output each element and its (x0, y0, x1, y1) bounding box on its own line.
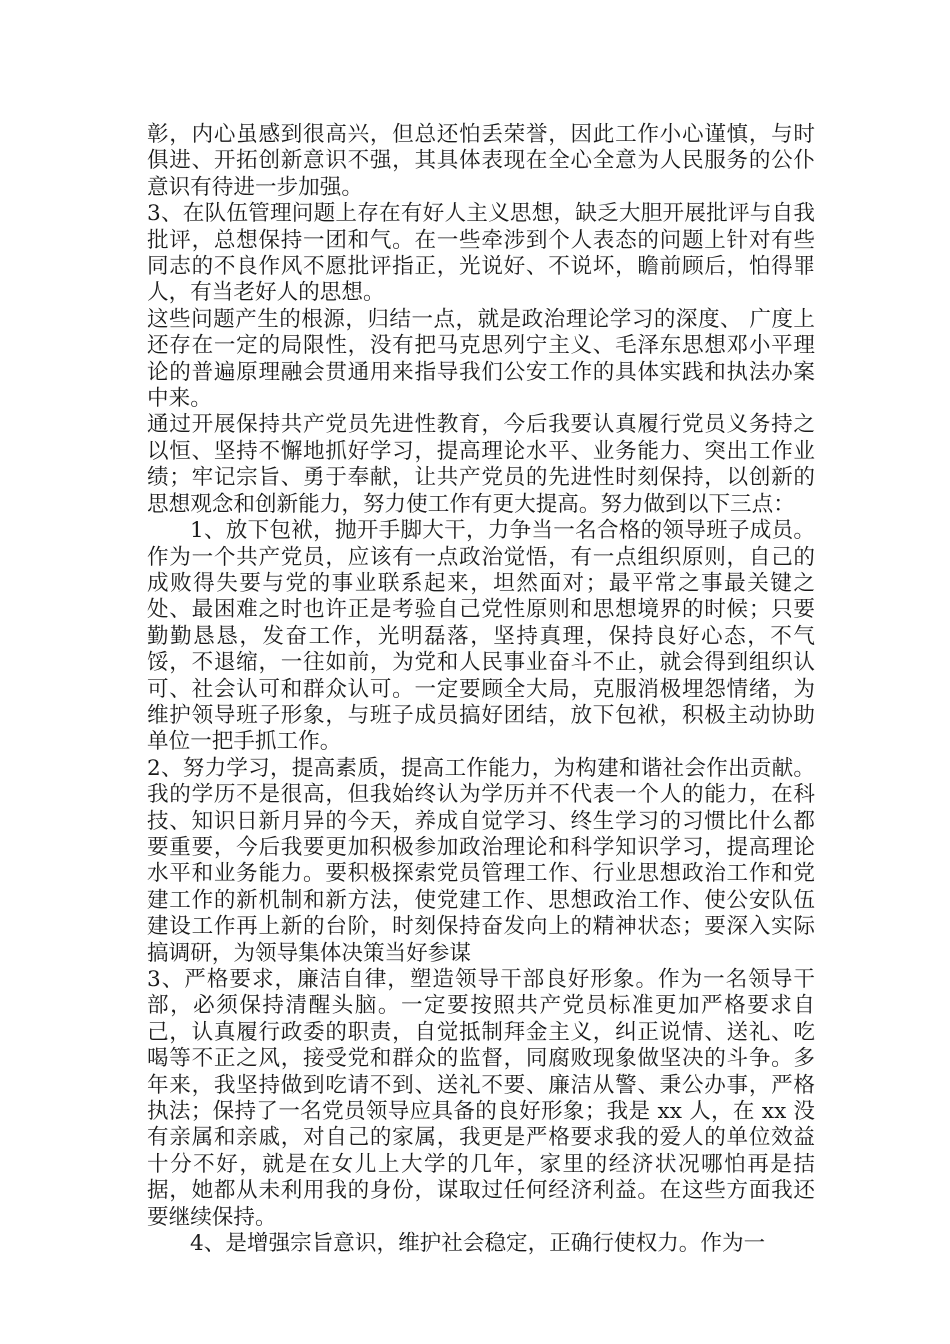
paragraph-3: 这些问题产生的根源，归结一点，就是政治理论学习的深度、 广度上还存在一定的局限性，没有把马克思列宁主义、毛泽东思想邓小平理论的普遍原理融会贯通用来指导我们公安工作的具体实践和执法办案中来。 (147, 306, 815, 412)
paragraph-8: 4、是增强宗旨意识，维护社会稳定，正确行使权力。作为一 (190, 1231, 766, 1257)
paragraph-6: 2、努力学习，提高素质，提高工作能力，为构建和谐社会作出贡献。我的学历不是很高，但我始终认为学历并不代表一个人的能力，在科技、知识日新月异的今天，养成自觉学习、终生学习的习惯比什么都要重要，今后我要更加积极参加政治理论和科学知识学习，提高理论水平和业务能力。要积极探索党员管理工作、行业思想政治工作和党建工作的新机制和新方法，使党建工作、思想政治工作、使公安队伍建设工作再上新的台阶，时刻保持奋发向上的精神状态；要深入实际搞调研，为领导集体决策当好参谋 (147, 755, 815, 966)
paragraph-7: 3、严格要求，廉洁自律，塑造领导干部良好形象。作为一名领导干部，必须保持清醒头脑。一定要按照共产党员标准更加严格要求自己，认真履行政委的职责，自觉抵制拜金主义，纠正说情、送礼、吃喝等不正之风，接受党和群众的监督，同腐败现象做坚决的斗争。多年来，我坚持做到吃请不到、送礼不要、廉洁从警、秉公办事，严格执法；保持了一名党员领导应具备的良好形象；我是 xx 人，在 xx 没有亲属和亲戚，对自己的家属，我更是严格要求我的爱人的单位效益十分不好，就是在女儿上大学的几年，家里的经济状况哪怕再是拮据，她都从未利用我的身份，谋取过任何经济利益。在这些方面我还要继续保持。 (147, 967, 815, 1230)
paragraph-4: 通过开展保持共产党员先进性教育，今后我要认真履行党员义务持之以恒、坚持不懈地抓好学习，提高理论水平、业务能力、突出工作业绩；牢记宗旨、勇于奉献，让共产党员的先进性时刻保持，以创新的思想观念和创新能力，努力使工作有更大提高。努力做到以下三点： (147, 412, 815, 517)
paragraph-5: 1、放下包袱，抛开手脚大干，力争当一名合格的领导班子成员。作为一个共产党员，应该有一点政治觉悟，有一点组织原则，自己的成败得失要与党的事业联系起来，坦然面对；最平常之事最关键之处、最困难之时也许正是考验自己党性原则和思想境界的时候；只要勤勤恳恳，发奋工作，光明磊落，坚持真理，保持良好心态，不气馁，不退缩，一往如前，为党和人民事业奋斗不止，就会得到组织认可、社会认可和群众认可。一定要顾全大局，克服消极埋怨情绪，为维护领导班子形象，与班子成员搞好团结，放下包袱，积极主动协助单位一把手抓工作。 (147, 518, 815, 755)
document-body (147, 122, 815, 1257)
paragraph-1: 彰，内心虽感到很高兴，但总还怕丢荣誉，因此工作小心谨慎，与时俱进、开拓创新意识不强，其具体表现在全心全意为人民服务的公仆意识有待进一步加强。 (147, 122, 815, 200)
paragraph-2: 3、在队伍管理问题上存在有好人主义思想，缺乏大胆开展批评与自我批评，总想保持一团和气。在一些牵涉到个人表态的问题上针对有些同志的不良作风不愿批评指正，光说好、不说坏，瞻前顾后，怕得罪人，有当老好人的思想。 (147, 201, 815, 306)
